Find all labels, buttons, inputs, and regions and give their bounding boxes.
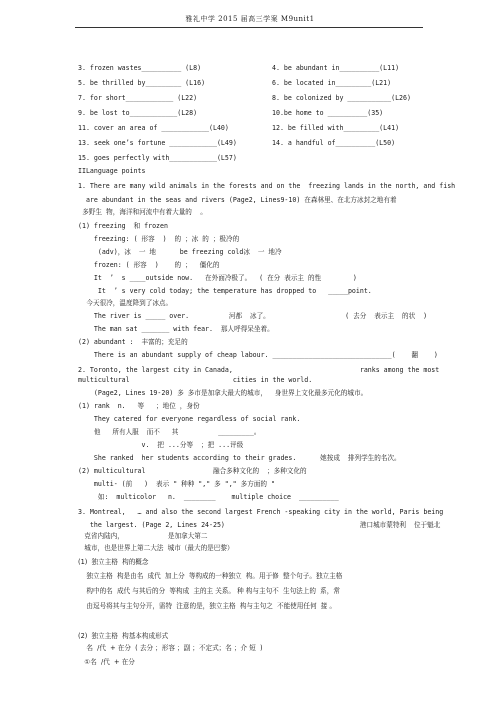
prefix-examples: 如: multicolor n. ________ multiple choice __________: [78, 493, 339, 501]
point-2-sub-1: (1) rank n. 等 ；地位 ，身份: [78, 402, 200, 410]
form-item-1: ①名 /代 + 在分: [78, 658, 135, 666]
point-1-sub-1: (1) freezing 和 frozen: [78, 222, 168, 230]
vocab-right-4: 10.be home to __________(35): [272, 109, 384, 117]
concept-para-3: 由逗号将其与主句分开，需特 注意的是，独立主格 构与主句之 不能使用任何 接 。: [78, 602, 337, 610]
prefix-multi: multi- (前 ) 表示 " 种种 "," 多 "," 多方面的 ": [78, 480, 275, 488]
concept-para-1: 独立主格 构是由名 成代 加上分 等构成的一种独立 构。用于修 整个句子。独立主格: [78, 572, 343, 580]
vocab-left-6: 13. seek one’s fortune ____________(L49): [78, 139, 237, 147]
vocab-right-3: 8. be colonized by ___________(L26): [272, 94, 411, 102]
point-2-translation: (Page2, Lines 19-20) 多 多市是加拿大最大的城市， 身世界上文化最多元化的城市。: [78, 389, 368, 397]
example-2-translation: 今天很冷，温度降到了冰点。: [78, 299, 173, 307]
point-1-sub-2: (2) abundant : 丰富的；充足的: [78, 338, 188, 346]
point-1-source: are abundant in the seas and rivers (Page2, Lines9-10) 在森林里、在北方冰封之地有着: [78, 196, 397, 204]
point-3-sub-1: (1) 独立主格 构的概念: [78, 558, 149, 566]
header-divider: [75, 27, 423, 28]
example-2: It ’ s very cold today; the temperature has dropped to _____point.: [78, 287, 372, 295]
section-heading: IILanguage points: [78, 167, 146, 175]
example-4: The man sat _______ with fear. 那人呼得呆坐着。: [78, 325, 274, 333]
point-3-translation-1: 克省内陆内， 是加拿大第二: [78, 532, 208, 540]
vocab-right-2: 6. be located in_________(L21): [272, 79, 392, 87]
example-3: The river is _____ over. 河都 冰了。 ( 去分 表示主 的状 ): [78, 312, 428, 320]
vocab-left-7: 15. goes perfectly with____________(L57): [78, 154, 237, 162]
freezing-def: freezing: ( 形容 ) 的 ；冰 的 ；极冷的: [78, 235, 240, 243]
vocab-left-4: 9. be lost to____________(L28): [78, 109, 198, 117]
point-3-source: the largest. (Page 2, Lines 24-25) 港口城市蒙特利 位于魁北: [78, 521, 441, 529]
point-2-sub-2: (2) multicultural 融合多种文化的 ；多种文化的: [78, 467, 307, 475]
point-3-sentence: 3. Montreal, … and also the second largest French -speaking city in the world, Paris being: [78, 508, 444, 516]
vocab-right-1: 4. be abundant in__________(L11): [272, 64, 400, 72]
vocab-right-6: 14. a handful of__________(L50): [272, 139, 396, 147]
form-formula: 名 /代 + 在分 ( 去分 ；形容 ；副 ；不定式；名 ；介 短 ): [78, 644, 263, 652]
vocab-left-2: 5. be thrilled by_________ (L16): [78, 79, 206, 87]
page-header: 雅礼中学 2015 届高三学案 M9unit1: [185, 15, 315, 23]
example-5: There is an abundant supply of cheap labour. ______________________________( 翻 ): [78, 351, 438, 359]
concept-para-2: 构中的名 成代 与其后的分 等构成 主的主 关系。 种 构与主句不 生句法上的 系，常: [78, 587, 340, 595]
point-1-sentence: 1. There are many wild animals in the forests and on the freezing lands in the north, and fish: [78, 182, 456, 190]
vocab-left-3: 7. for short____________ (L22): [78, 94, 198, 102]
example-1: It ’ s ____outside now. 在外面冷极了。 ( 在分 表示主 的性 ): [78, 274, 357, 282]
vocab-right-5: 12. be filled with_________(L41): [272, 124, 400, 132]
frozen-def: frozen: ( 形容 ) 的 ； 僵化的: [78, 261, 220, 269]
point-1-translation: 多野生 物，海洋和河流中有着大量的 。: [78, 208, 207, 216]
example-6: They catered for everyone regardless of social rank.: [78, 415, 301, 423]
vocab-left-5: 11. cover an area of ____________(L40): [78, 124, 229, 132]
example-7: She ranked her students according to their grades. 她按成 排列学生的名次。: [78, 454, 401, 462]
vocab-left-1: 3. frozen wastes__________ (L8): [78, 64, 202, 72]
point-2-sentence: 2. Toronto, the largest city in Canada, ranks among the most: [78, 366, 440, 374]
point-3-translation-2: 城市，也是世界上第二大法 城市（最大的是巴黎）: [78, 544, 234, 552]
point-2-sentence-cont: multicultural cities in the world.: [78, 376, 313, 384]
rank-verb-def: v. 把 ...分等 ；把 ...评级: [78, 441, 244, 449]
freezing-adv: (adv)，冰 一 地 be freezing cold冰 一 地冷: [78, 248, 282, 256]
example-6-translation: 他 所有人服 而不 其 _________。: [78, 428, 261, 436]
point-3-sub-2: (2) 独立主格 构基本构成形式: [78, 632, 169, 640]
